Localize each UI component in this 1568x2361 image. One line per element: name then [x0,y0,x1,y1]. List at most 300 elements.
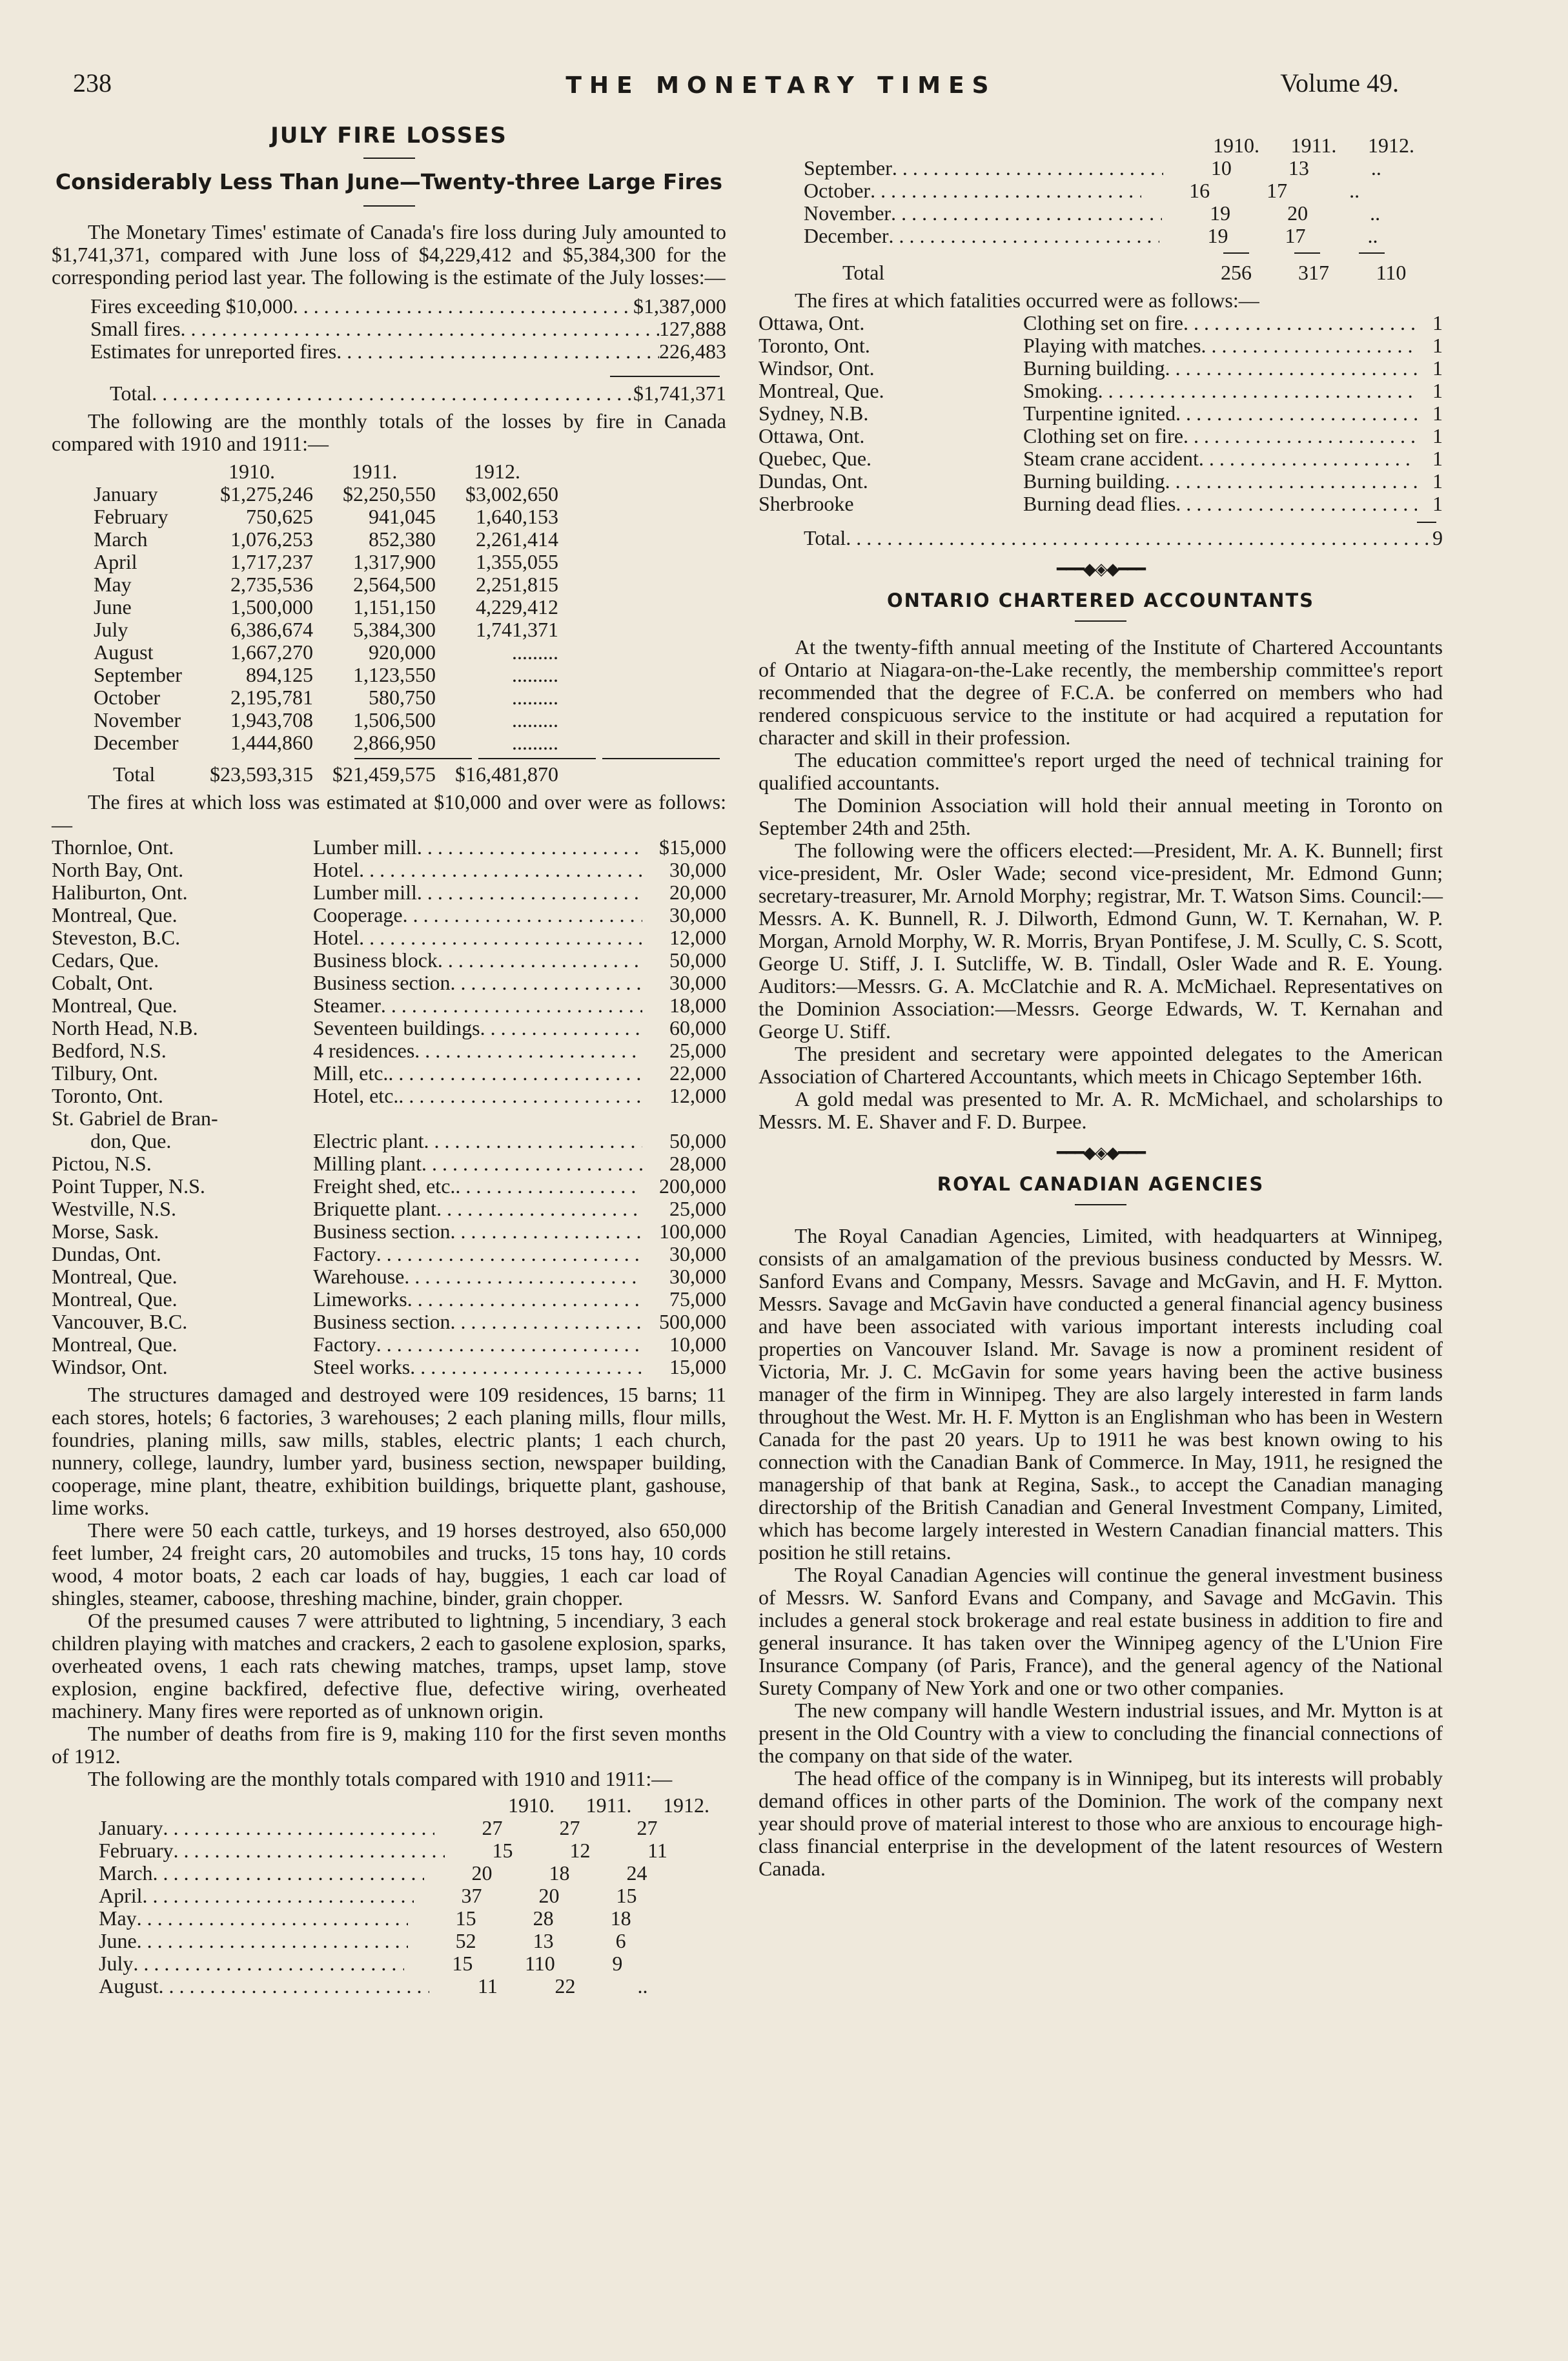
month-name: November [804,201,891,225]
estimate-row [90,318,726,340]
fire-place: Montreal, Que. [52,904,178,926]
fatal-total-label: Total [804,526,846,549]
fire-value: 15,000 [669,1355,726,1378]
monthly-row [94,483,726,506]
value-1912: 4,229,412 [476,595,558,618]
month-name: November [94,709,181,731]
value-1910: 1,076,253 [230,527,313,551]
month-name: September [94,664,182,686]
deaths-row [99,1862,726,1885]
deaths-1912: 15 [616,1884,637,1907]
value-1912: 1,741,371 [476,618,558,641]
fire-place: Morse, Sask. [52,1220,159,1243]
royal-body [759,1225,1443,1880]
ontario-paragraph: The education committee's report urged the need of technical training for qualified accountants. [759,748,1443,794]
value-1911: 1,506,500 [353,708,436,731]
estimate-row-value: 127,888 [659,317,726,340]
fire-place: Westville, N.S. [52,1198,176,1220]
value-1912: 2,251,815 [476,573,558,596]
deaths-row [804,225,1443,247]
month-name: February [99,1839,174,1862]
ontario-paragraph: The president and secretary were appointed delegates to the American Association of Chartered Accountants, which meets in Chicago September 16th. [759,1042,1443,1088]
article-subtitle-july: Considerably Less Than June—Twenty-three Large Fires [55,169,723,194]
month-name: October [94,686,161,709]
fire-value: 200,000 [659,1174,726,1198]
fire-what: Business section [313,971,451,994]
monthly-row [94,528,726,551]
month-name: June [94,596,132,618]
fire-what: Hotel, etc. [313,1084,399,1107]
deaths-1911: 20 [538,1884,560,1907]
fire-value: 20,000 [669,881,726,904]
fire-value: 30,000 [669,903,726,926]
fatal-place: Sydney, N.B. [759,402,869,425]
section-ornament: ━━━◆◈◆━━━ [1057,560,1145,578]
month-name: December [804,224,889,247]
monthly-row [94,641,726,664]
value-1910: 6,386,674 [230,618,313,641]
monthly-row [94,709,726,731]
value-1911: 1,317,900 [353,550,436,573]
estimate-total-row [90,382,726,405]
value-1912: ......... [512,663,558,686]
fire-value: 30,000 [669,858,726,881]
fire-row [52,1311,726,1333]
fatal-value: 1 [1432,492,1443,515]
fire-row [52,1130,726,1152]
fire-value: 30,000 [669,971,726,994]
month-name: January [94,483,158,506]
year-header: 1910. [229,460,275,483]
deaths-row [99,1839,726,1862]
monthly-row [94,596,726,618]
fatal-place: Quebec, Que. [759,447,872,470]
ontario-paragraph: At the twenty-fifth annual meeting of the Institute of Chartered Accountants of Ontario at Niagara-on-the-Lake recently, the membership committee's report recommended that the degree of F.C.A. be conferred on members who had rendered conspicuous service to the institute or had acquired a reputation for character and skill in their profession. [759,635,1443,749]
fatal-value: 1 [1432,424,1443,447]
deaths-1910: 19 [1207,224,1228,247]
value-1910: 750,625 [246,505,313,528]
deaths-1911: 28 [533,1906,554,1930]
month-name: May [94,573,132,596]
fire-what: Warehouse [313,1265,405,1288]
fatal-place: Ottawa, Ont. [759,424,865,447]
fire-value: 60,000 [669,1016,726,1039]
fire-value: 12,000 [669,1084,726,1107]
fatal-row [759,470,1443,493]
structures-paragraph: The structures damaged and destroyed were 109 residences, 15 barns; 11 each stores, hotels; 6 factories, 3 warehouses; 2 each planing mills, flour mills, foundries, planing mills, saw mills, stables, electric plants; 1 each church, nunnery, college, laundry, lumber yard, business section, newspaper building, cooperage, mine plant, theatre, exhibition buildings, briquette plant, gashouse, lime works. [52,1383,726,1519]
fatal-cause: Burning building [1023,469,1165,493]
deaths-1912: .. [1370,201,1381,225]
fire-what: Mill, etc. [313,1061,389,1085]
causes-paragraph: Of the presumed causes 7 were attributed to lightning, 5 incendiary, 3 each children playing with matches and crackers, 2 each to gasolene explosion, sparks, overheated ovens, 1 each rats chewing matches, tramps, upset lamp, stove explosion, engine backfired, defective flue, defective wiring, overheated machinery. Many fires were reported as of unknown origin. [52,1609,726,1722]
deaths-table-part2 [804,134,1443,284]
fire-place: Bedford, N.S. [52,1039,167,1062]
left-column [52,123,726,1998]
value-1910: 894,125 [246,663,313,686]
fatal-cause: Burning building [1023,356,1165,380]
fire-place: Toronto, Ont. [52,1085,163,1107]
fire-what: Factory [313,1333,376,1356]
year-header: 1911. [1290,134,1337,157]
fatal-value: 1 [1432,334,1443,357]
estimate-row-value: 226,483 [659,340,726,363]
value-1910: 2,195,781 [230,686,313,709]
estimate-table [90,295,726,405]
fire-place: Windsor, Ont. [52,1356,168,1378]
deaths-1912: .. [637,1974,648,1998]
year-header: 1912. [474,460,520,483]
fire-value: 28,000 [669,1152,726,1175]
fatal-table [759,312,1443,515]
month-name: February [94,506,168,528]
ontario-paragraph: The Dominion Association will hold their annual meeting in Toronto on September 24th and 25th. [759,793,1443,839]
fatal-row [759,380,1443,402]
fire-what: Steamer [313,994,381,1017]
fires-intro: The fires at which loss was estimated at $10,000 and over were as follows:— [52,790,726,836]
deaths-row [99,1930,726,1952]
month-name: January [99,1816,163,1839]
deaths-1910: 20 [471,1861,493,1885]
estimate-row [90,295,726,318]
fire-what: Cooperage [313,903,403,926]
value-1910: 1,943,708 [230,708,313,731]
fire-value: 75,000 [669,1287,726,1311]
fatal-place: Montreal, Que. [759,379,884,402]
fire-what: Freight shed, etc. [313,1174,456,1198]
fire-what: Business section [313,1310,451,1333]
fatal-row [759,357,1443,380]
fatal-row [759,402,1443,425]
fire-row [52,1017,726,1039]
fatal-row [759,493,1443,515]
deaths-total-1912: 110 [1376,261,1407,284]
ontario-rule [1075,620,1126,622]
deaths-1911: 13 [533,1929,554,1952]
value-1911: 5,384,300 [353,618,436,641]
deaths-row [99,1885,726,1907]
month-name: May [99,1906,137,1930]
fire-row [52,904,726,926]
ontario-paragraph: The following were the officers elected:—President, Mr. A. K. Bunnell; first vice-president, Mr. Osler Wade; second vice-president, Mr. Edmond Gunn; secretary-treasurer, Mr. Arnold Morphy; registrar, Mr. T. Watson Sims. Council:—Messrs. A. K. Bunnell, R. J. Dilworth, Edmond Gunn, W. T. Kernahan, W. P. Morgan, Arnold Morphy, W. R. Morris, Bryan Pontifese, J. M. Scully, C. S. Scott, George U. Stiff, J. I. Sutcliffe, W. B. Tindall, Osler Wade and R. E. Young. Auditors:—Messrs. G. A. McClatchie and R. A. McMichael. Representatives on the Dominion Association:—Messrs. George Edwards, W. T. Kernahan and George U. Stiff. [759,839,1443,1043]
deaths-1912: .. [1370,156,1381,179]
fatal-cause: Clothing set on fire [1023,311,1183,334]
section-ornament: ━━━◆◈◆━━━ [1057,1143,1145,1162]
month-name: June [99,1929,137,1952]
deaths-row [99,1907,726,1930]
fire-place: Cedars, Que. [52,949,159,972]
right-column [759,134,1443,1880]
fire-what: Steel works [313,1355,411,1378]
deaths-1912: 11 [647,1839,667,1862]
fire-row [52,1356,726,1378]
estimate-row-value: $1,387,000 [633,294,726,318]
article-title-ontario: ONTARIO CHARTERED ACCOUNTANTS [886,589,1315,611]
deaths-row [99,1817,726,1839]
value-1911: 1,123,550 [353,663,436,686]
fire-place: North Head, N.B. [52,1017,198,1039]
deaths-row [99,1975,726,1998]
fatal-cause: Turpentine ignited [1023,402,1176,425]
fire-place: Tilbury, Ont. [52,1062,158,1085]
fatal-total-value: 9 [1432,526,1443,549]
fire-place-line1: St. Gabriel de Bran- [52,1107,218,1130]
month-name: August [94,641,154,664]
fire-place: North Bay, Ont. [52,859,184,881]
fire-row [52,1333,726,1356]
fire-what: Limeworks [313,1287,407,1311]
deaths-1910: 10 [1210,156,1232,179]
fire-place: Vancouver, B.C. [52,1311,188,1333]
deaths-1912: 24 [626,1861,647,1885]
page-number: 238 [73,68,112,97]
month-name: April [99,1884,143,1907]
fatal-value: 1 [1432,402,1443,425]
total-1911: $21,459,575 [332,762,436,786]
fatal-value: 1 [1432,379,1443,402]
fire-row [52,1085,726,1107]
monthly-row [94,731,726,754]
value-1911: 1,151,150 [353,595,436,618]
month-name: March [94,528,148,551]
title-rule [363,158,415,159]
fatal-cause: Burning dead flies [1023,492,1176,515]
month-name: July [99,1952,134,1975]
fire-what: Lumber mill [313,835,417,859]
volume-label: Volume 49. [1280,68,1399,97]
value-1910: $1,275,246 [220,482,313,506]
fatal-row [759,334,1443,357]
fire-row [52,1220,726,1243]
fire-place: Montreal, Que. [52,1333,178,1356]
fire-value: 18,000 [669,994,726,1017]
subtitle-rule [363,205,415,207]
deaths-1912: 6 [615,1929,626,1952]
deaths-1910: 37 [461,1884,482,1907]
estimate-total-value: $1,741,371 [633,382,726,405]
deaths-1911: 17 [1285,224,1306,247]
ontario-body [759,636,1443,1133]
estimate-row [90,340,726,363]
fire-what: Business section [313,1220,451,1243]
fatal-place: Sherbrooke [759,492,854,515]
fatal-value: 1 [1432,469,1443,493]
month-name: September [804,156,892,179]
monthly-intro: The following are the monthly totals of the losses by fire in Canada compared with 1910 and 1911:— [52,409,726,455]
deaths-table-part1 [99,1794,726,1998]
fire-value: 25,000 [669,1197,726,1220]
fire-place: Dundas, Ont. [52,1243,161,1265]
deaths-1911: 110 [524,1952,555,1975]
value-1911: 920,000 [369,640,436,664]
fatal-total-row [759,527,1443,549]
estimate-row-label: Fires exceeding $10,000 [90,294,293,318]
fire-place: don, Que. [90,1130,172,1152]
total-1912: $16,481,870 [455,762,558,786]
deaths-1910: 27 [482,1816,503,1839]
deaths-1911: 12 [569,1839,591,1862]
fire-row [52,1243,726,1265]
deaths-1912: .. [1349,179,1360,202]
deaths-1911: 27 [559,1816,580,1839]
value-1912: ......... [512,708,558,731]
deaths-1911: 20 [1287,201,1308,225]
fatal-value: 1 [1432,447,1443,470]
year-header: 1910. [508,1794,555,1817]
estimate-row-label: Small fires [90,317,181,340]
fire-row [52,1175,726,1198]
fire-row [52,972,726,994]
fire-what: 4 residences [313,1039,415,1062]
fire-place: Haliburton, Ont. [52,881,188,904]
fire-value: 30,000 [669,1242,726,1265]
fire-row [52,836,726,859]
deaths-intro: The following are the monthly totals compared with 1910 and 1911:— [88,1767,673,1790]
fire-place: Montreal, Que. [52,1288,178,1311]
fire-row [52,994,726,1017]
fire-row [52,1039,726,1062]
month-name: March [99,1861,153,1885]
fire-place: Thornloe, Ont. [52,836,174,859]
fire-what: Hotel [313,926,360,949]
fire-row [52,1152,726,1175]
deaths-total-1911: 317 [1298,261,1329,284]
fatal-place: Dundas, Ont. [759,469,868,493]
value-1912: ......... [512,640,558,664]
deaths-1910: 15 [492,1839,513,1862]
monthly-total-label: Total [113,762,156,786]
deaths-1910: 19 [1210,201,1231,225]
estimate-row-label: Estimates for unreported fires [90,340,337,363]
deaths-1910: 15 [455,1906,476,1930]
deaths-1911: 13 [1288,156,1309,179]
deaths-1912: 18 [610,1906,631,1930]
year-header: 1910. [1213,134,1259,157]
monthly-row [94,506,726,528]
value-1911: $2,250,550 [343,482,436,506]
fire-row [52,1062,726,1085]
fire-place: Montreal, Que. [52,994,178,1017]
deaths-1911: 22 [555,1974,576,1998]
fire-row [52,949,726,972]
spacer [94,460,190,483]
deaths-1911: 17 [1267,179,1288,202]
ontario-paragraph: A gold medal was presented to Mr. A. R. McMichael, and scholarships to Messrs. M. E. Shaver and F. D. Burpee. [759,1087,1443,1133]
deaths-1910: 52 [455,1929,476,1952]
deaths-total-1910: 256 [1221,261,1252,284]
fatal-intro: The fires at which fatalities occurred were as follows:— [795,289,1259,312]
fire-value: 50,000 [669,948,726,972]
fire-what: Hotel [313,858,360,881]
monthly-row [94,686,726,709]
royal-paragraph: The Royal Canadian Agencies will continue the general investment business of Messrs. W. Sanford Evans and Company, and Savage and McGavin. This includes a general stock brokerage and real estate business in addition to fire and general insurance. It has taken over the Winnipeg agency of the L'Union Fire Insurance Company (of Paris, France), and the general agency of the National Surety Company of New York and one or two other companies. [759,1563,1443,1699]
year-header: 1912. [663,1794,709,1817]
deaths-1911: 18 [549,1861,570,1885]
year-header: 1911. [585,1794,632,1817]
fatal-place: Windsor, Ont. [759,356,875,380]
monthly-row [94,618,726,641]
fire-place: Montreal, Que. [52,1265,178,1288]
month-name: October [804,179,871,202]
fatal-row [759,425,1443,447]
deaths-row [99,1952,726,1975]
value-1910: 1,667,270 [230,640,313,664]
fatal-value: 1 [1432,356,1443,380]
value-1912: ......... [512,686,558,709]
fire-row [52,1288,726,1311]
fire-value: 100,000 [659,1220,726,1243]
fire-value: $15,000 [659,835,726,859]
fires-table [52,836,726,1378]
fire-what: Factory [313,1242,376,1265]
monthly-row [94,551,726,573]
article-title-july: JULY FIRE LOSSES [270,123,507,148]
month-name: April [94,551,137,573]
royal-paragraph: The new company will handle Western industrial issues, and Mr. Mytton is at present in the Old Country with a view to concluding the financial connections of the company on that side of the water. [759,1699,1443,1767]
monthly-table [94,460,726,786]
month-name: December [94,731,179,754]
fire-what: Seventeen buildings [313,1016,480,1039]
value-1912: 1,640,153 [476,505,558,528]
monthly-row [94,664,726,686]
royal-rule [1075,1204,1126,1205]
fire-row [52,1265,726,1288]
fatal-cause: Steam crane accident [1023,447,1199,470]
fire-value: 22,000 [669,1061,726,1085]
article-title-royal: ROYAL CANADIAN AGENCIES [937,1173,1265,1195]
deaths-1912: .. [1367,224,1378,247]
value-1912: $3,002,650 [465,482,558,506]
fire-value: 12,000 [669,926,726,949]
fire-row [52,926,726,949]
fire-row [52,1198,726,1220]
fire-value: 25,000 [669,1039,726,1062]
deaths-row [804,202,1443,225]
value-1911: 852,380 [369,527,436,551]
fire-row [52,859,726,881]
fire-value: 30,000 [669,1265,726,1288]
fire-place: Steveston, B.C. [52,926,181,949]
value-1911: 2,564,500 [353,573,436,596]
deaths-paragraph: The number of deaths from fire is 9, making 110 for the first seven months of 1912. [52,1722,726,1768]
value-1912: ......... [512,731,558,754]
fatal-cause: Playing with matches [1023,334,1201,357]
value-1911: 2,866,950 [353,731,436,754]
month-name: July [94,618,128,641]
value-1911: 580,750 [369,686,436,709]
value-1912: 1,355,055 [476,550,558,573]
fire-what: Briquette plant [313,1197,437,1220]
total-1910: $23,593,315 [210,762,313,786]
monthly-row [94,573,726,596]
royal-paragraph: The Royal Canadian Agencies, Limited, with headquarters at Winnipeg, consists of an amalgamation of the previous business conducted by Messrs. W. Sanford Evans and Company, Messrs. Savage and McGavin, and H. F. Mytton. Messrs. Savage and McGavin have conducted a general financial agency business and have been associated with various important interests including coal properties on Vancouver Island. Mr. Savage is now a prominent resident of Victoria, Mr. J. C. McGavin for some years having been the active business manager of the firm in Winnipeg. They are also largely interested in farm lands throughout the West. Mr. H. F. Mytton is an Englishman who has been in Western Canada for the past 20 years. Up to 1911 he was best known owing to his connection with the Canadian Bank of Commerce. In May, 1911, he resigned the managership of that bank at Regina, Sask., to accept the Canadian managing directorship of the British Canadian and General Investment Company, Limited, which has become largely interested in Western Canadian financial matters. This position he still retains. [759,1224,1443,1564]
deaths-1912: 9 [612,1952,623,1975]
year-header: 1911. [351,460,398,483]
value-1910: 1,717,237 [230,550,313,573]
deaths-1912: 27 [636,1816,658,1839]
fire-place: Point Tupper, N.S. [52,1175,205,1198]
royal-paragraph: The head office of the company is in Winnipeg, but its interests will probably demand offices in other parts of the Dominion. The work of the company next year should prove of material interest to those who are anxious to encourage high-class financial enterprise in the development of the latent resources of Western Canada. [759,1766,1443,1880]
deaths-row [804,179,1443,202]
fatal-value: 1 [1432,311,1443,334]
july-intro: The Monetary Times' estimate of Canada's fire loss during July amounted to $1,741,371, compared with June loss of $4,229,412 and $5,384,300 for the corresponding period last year. The following is the estimate of the July losses:— [52,220,726,289]
fatal-cause: Smoking [1023,379,1098,402]
journal-title: THE MONETARY TIMES [565,72,997,99]
deaths-1910: 16 [1189,179,1210,202]
value-1912: 2,261,414 [476,527,558,551]
value-1911: 941,045 [369,505,436,528]
fire-place: Cobalt, Ont. [52,972,154,994]
fire-what: Lumber mill [313,881,417,904]
